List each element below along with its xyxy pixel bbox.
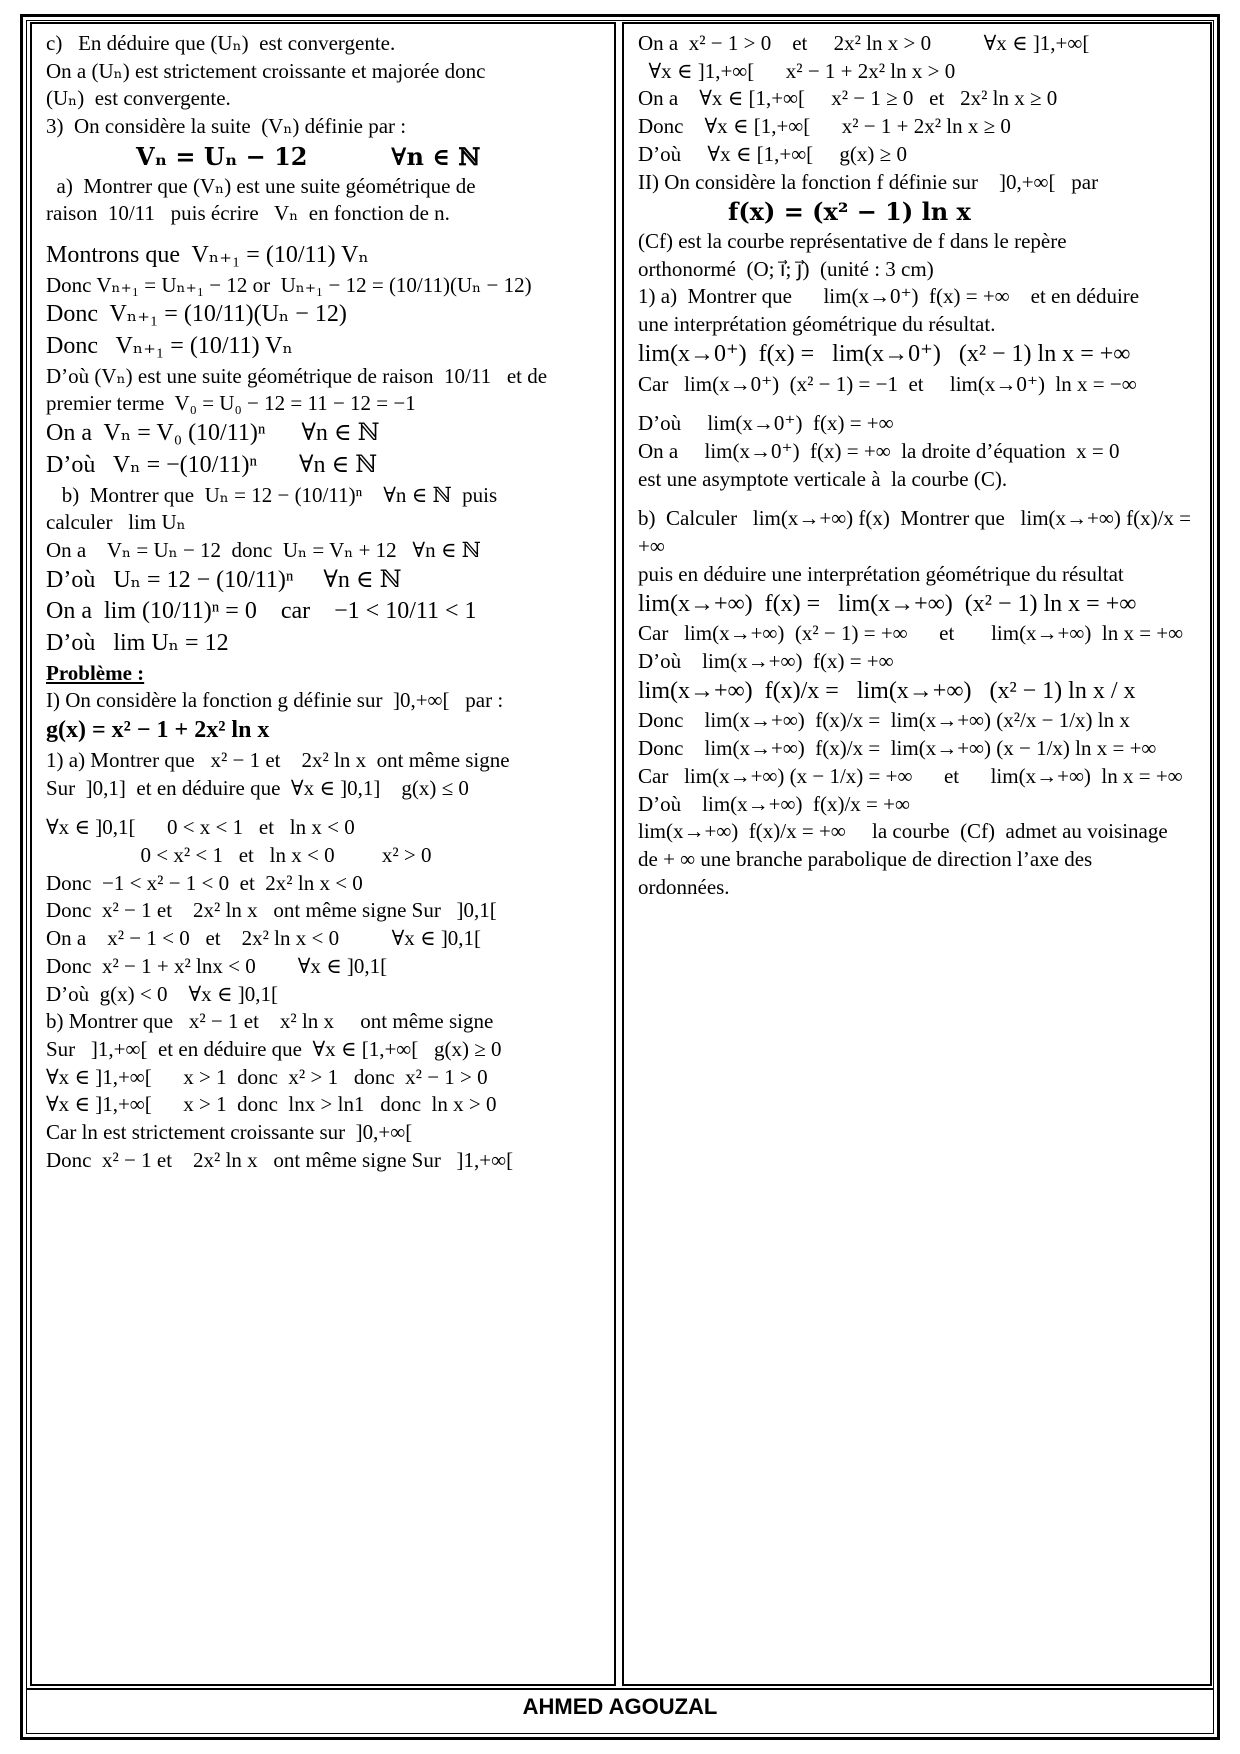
right-line: D’où lim(x→+∞) f(x)/x = +∞: [638, 791, 910, 816]
left-line: [46, 802, 602, 814]
right-line: Donc lim(x→+∞) f(x)/x = lim(x→+∞) (x − 1/x) ln x = +∞: [638, 736, 1157, 761]
left-line: b) Montrer que Uₙ = 12 − (10/11)ⁿ ∀n ∈ ℕ puis: [46, 482, 498, 507]
right-line: puis en déduire une interprétation géométrique du résultat: [638, 561, 1124, 586]
left-line: I) On considère la fonction g définie sur ]0,+∞[ par :: [46, 688, 504, 713]
left-column: [30, 22, 616, 1686]
right-line: Car lim(x→+∞) (x² − 1) = +∞ et lim(x→+∞) ln x = +∞: [638, 621, 1184, 646]
left-line: b) Montrer que x² − 1 et x² ln x ont même signe: [46, 1009, 494, 1034]
left-line: On a (Uₙ) est strictement croissante et majorée donc: [46, 58, 486, 83]
left-line: g(x) = x² − 1 + 2x² ln x: [46, 717, 270, 744]
left-line: raison 10/11 puis écrire Vₙ en fonction de n.: [46, 201, 450, 226]
right-line: lim(x→+∞) f(x) = lim(x→+∞) (x² − 1) ln x = +∞: [638, 590, 1137, 617]
right-line: lim(x→+∞) f(x)/x = +∞ la courbe (Cf) admet au voisinage: [638, 819, 1168, 844]
left-line: Donc Vₙ₊₁ = Uₙ₊₁ − 12 or Uₙ₊₁ − 12 = (10/11)(Uₙ − 12): [46, 272, 532, 297]
left-line: Donc x² − 1 et 2x² ln x ont même signe Sur ]0,1[: [46, 898, 497, 923]
left-line: ∀x ∈ ]1,+∞[ x > 1 donc x² > 1 donc x² − 1 > 0: [46, 1064, 488, 1089]
right-line: D’où lim(x→+∞) f(x) = +∞: [638, 648, 894, 673]
left-line: calculer lim Uₙ: [46, 510, 186, 535]
left-line: Donc −1 < x² − 1 < 0 et 2x² ln x < 0: [46, 870, 363, 895]
right-line: f(x) = (x² − 1) ln x: [728, 197, 971, 227]
right-line: b) Calculer lim(x→+∞) f(x) Montrer que lim(x→+∞) f(x)/x = +∞: [638, 506, 1197, 559]
right-line: orthonormé (O; i⃗; j⃗) (unité : 3 cm): [638, 256, 934, 281]
left-line: Donc x² − 1 et 2x² ln x ont même signe Sur ]1,+∞[: [46, 1147, 514, 1172]
right-line: Car lim(x→0⁺) (x² − 1) = −1 et lim(x→0⁺) ln x = −∞: [638, 371, 1137, 396]
left-line: premier terme V₀ = U₀ − 12 = 11 − 12 = −1: [46, 391, 416, 416]
right-line: ∀x ∈ ]1,+∞[ x² − 1 + 2x² ln x > 0: [638, 58, 956, 83]
right-line: D’où ∀x ∈ [1,+∞[ g(x) ≥ 0: [638, 141, 907, 166]
left-line: D’où Vₙ = −(10/11)ⁿ ∀n ∈ ℕ: [46, 451, 378, 478]
left-line: Donc Vₙ₊₁ = (10/11) Vₙ: [46, 333, 293, 360]
left-line: On a lim (10/11)ⁿ = 0 car −1 < 10/11 < 1: [46, 598, 477, 625]
left-line: c) En déduire que (Uₙ) est convergente.: [46, 31, 396, 55]
right-line: une interprétation géométrique du résultat.: [638, 312, 996, 337]
right-line: lim(x→+∞) f(x)/x = lim(x→+∞) (x² − 1) ln x / x: [638, 677, 1136, 704]
left-line: On a Vₙ = Uₙ − 12 donc Uₙ = Vₙ + 12 ∀n ∈ ℕ: [46, 537, 481, 562]
left-line: ∀x ∈ ]0,1[ 0 < x < 1 et ln x < 0: [46, 815, 355, 840]
left-line: D’où Uₙ = 12 − (10/11)ⁿ ∀n ∈ ℕ: [46, 566, 402, 593]
left-line: 3) On considère la suite (Vₙ) définie par :: [46, 114, 407, 139]
right-line: 1) a) Montrer que lim(x→0⁺) f(x) = +∞ et en déduire: [638, 284, 1140, 309]
left-line: On a x² − 1 < 0 et 2x² ln x < 0 ∀x ∈ ]0,1[: [46, 926, 482, 951]
right-line: est une asymptote verticale à la courbe (C).: [638, 466, 1008, 491]
left-line: 0 < x² < 1 et ln x < 0 x² > 0: [46, 842, 432, 867]
left-line: On a Vₙ = V₀ (10/11)ⁿ ∀n ∈ ℕ: [46, 420, 380, 447]
left-line: [46, 228, 602, 240]
right-line: Car lim(x→+∞) (x − 1/x) = +∞ et lim(x→+∞) ln x = +∞: [638, 763, 1183, 788]
left-line: Sur ]0,1] et en déduire que ∀x ∈ ]0,1] g(x) ≤ 0: [46, 775, 469, 800]
right-line: D’où lim(x→0⁺) f(x) = +∞: [638, 411, 894, 436]
right-column: [622, 22, 1212, 1686]
left-line: Donc x² − 1 + x² lnx < 0 ∀x ∈ ]0,1[: [46, 953, 388, 978]
right-line: II) On considère la fonction f définie sur ]0,+∞[ par: [638, 169, 1099, 194]
right-line: On a lim(x→0⁺) f(x) = +∞ la droite d’équation x = 0: [638, 438, 1120, 463]
left-line: D’où (Vₙ) est une suite géométrique de raison 10/11 et de: [46, 363, 548, 388]
left-line: D’où lim Uₙ = 12: [46, 630, 229, 656]
left-line: Donc Vₙ₊₁ = (10/11)(Uₙ − 12): [46, 301, 347, 328]
left-line: Vₙ = Uₙ − 12 ∀n ∈ ℕ: [136, 141, 481, 171]
left-line: 1) a) Montrer que x² − 1 et 2x² ln x ont même signe: [46, 747, 510, 772]
right-line: lim(x→0⁺) f(x) = lim(x→0⁺) (x² − 1) ln x = +∞: [638, 340, 1131, 367]
left-line: D’où g(x) < 0 ∀x ∈ ]0,1[: [46, 981, 278, 1006]
right-line: On a ∀x ∈ [1,+∞[ x² − 1 ≥ 0 et 2x² ln x ≥ 0: [638, 86, 1058, 111]
right-line: Donc ∀x ∈ [1,+∞[ x² − 1 + 2x² ln x ≥ 0: [638, 114, 1011, 139]
right-line: Donc lim(x→+∞) f(x)/x = lim(x→+∞) (x²/x − 1/x) ln x: [638, 708, 1130, 733]
left-line: ∀x ∈ ]1,+∞[ x > 1 donc lnx > ln1 donc ln x > 0: [46, 1092, 497, 1117]
right-line: de + ∞ une branche parabolique de direction l’axe des: [638, 846, 1093, 871]
left-line: Problème :: [46, 660, 145, 685]
right-line: ordonnées.: [638, 874, 730, 899]
left-line: Car ln est strictement croissante sur ]0,+∞[: [46, 1120, 413, 1145]
right-line: (Cf) est la courbe représentative de f dans le repère: [638, 228, 1067, 253]
right-line: On a x² − 1 > 0 et 2x² ln x > 0 ∀x ∈ ]1,+∞[: [638, 31, 1090, 55]
right-line: [638, 493, 1198, 505]
left-line: (Uₙ) est convergente.: [46, 86, 231, 111]
left-line: Montrons que Vₙ₊₁ = (10/11) Vₙ: [46, 241, 369, 268]
right-line: [638, 398, 1198, 410]
author-footer: AHMED AGOUZAL: [26, 1688, 1214, 1720]
left-line: Sur ]1,+∞[ et en déduire que ∀x ∈ [1,+∞[ g(x) ≥ 0: [46, 1036, 502, 1061]
left-line: a) Montrer que (Vₙ) est une suite géométrique de: [46, 173, 476, 198]
